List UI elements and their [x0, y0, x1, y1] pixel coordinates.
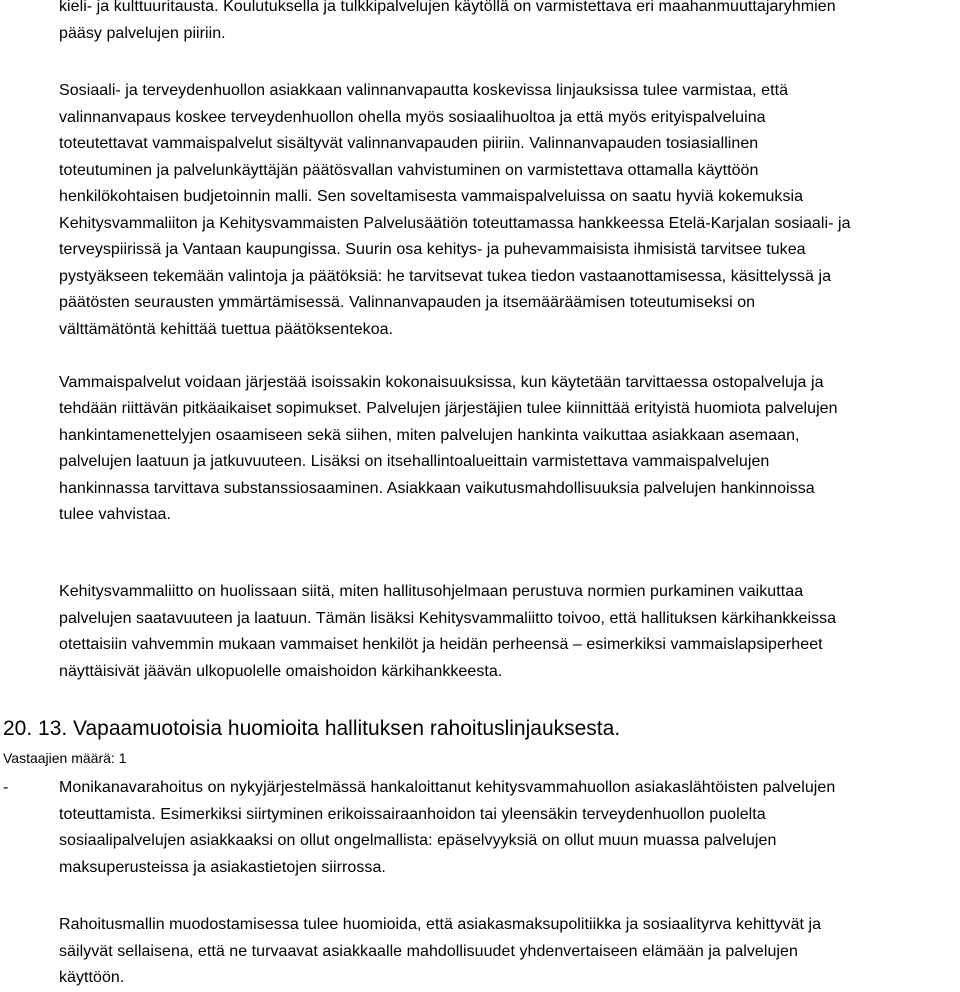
responders-count: Vastaajien määrä: 1 [3, 750, 127, 766]
bullet-marker: - [3, 779, 9, 796]
paragraph-kehitysvammaliitto: Kehitysvammaliitto on huolissaan siitä, miten hallitusohjelmaan perustuva normien purkaminen vaikuttaa palvelujen saatavuuteen ja laatuun. Tämän lisäksi Kehitysvammaliitto toivoo, että hallituksen kärkihankkeissa otettaisiin vahvemmin mukaan vammaiset henkilöt ja heidän perheensä – esimerkiksi vammaislapsiperheet näyttäisivät jäävän ulkopuolelle omaishoidon kärkihankkeesta. [59, 583, 837, 680]
bullet-paragraph: Monikanavarahoitus on nykyjärjestelmässä hankaloittanut kehitysvammahuollon asiakaslähtöisten palvelujen toteuttamista. Esimerkiksi siirtyminen erikoissairaanhoidon tai yleensäkin terveydenhuollon puolelta sosiaalipalvelujen asiakkaaksi on ollut ongelmallista: epäselvyyksiä on ollut muun muassa palvelujen maksuperusteissa ja asiakastietojen siirrossa. [59, 779, 836, 876]
paragraph-rahoitusmalli: Rahoitusmallin muodostamisessa tulee huomioida, että asiakasmaksupolitiikka ja sosiaalityrva kehittyvät ja säilyvät sellaisena, että ne turvaavat asiakkaalle mahdollisuudet yhdenvertaiseen elämään ja palvelujen käyttöön. [59, 916, 822, 986]
section-heading: 20. 13. Vapaamuotoisia huomioita hallituksen rahoituslinjauksesta. [3, 717, 621, 740]
paragraph-intro: kieli- ja kulttuuritausta. Koulutuksella ja tulkkipalvelujen käytöllä on varmistettava eri maahanmuuttajaryhmien pääsy palvelujen piiriin. [59, 0, 836, 42]
paragraph-valinnanvapaus: Sosiaali- ja terveydenhuollon asiakkaan valinnanvapautta koskevissa linjauksissa tulee varmistaa, että valinnanvapaus koskee terveydenhuollon ohella myös sosiaalihuoltoa ja että myös erityispalveluina toteutettavat vammaispalvelut sisältyvät valinnanvapauden piiriin. Valinnanvapauden tosiasiallinen toteutuminen ja palvelunkäyttäjän päätösvallan vahvistuminen on varmistettava ottamalla käyttöön henkilökohtaisen budjetoinnin malli. Sen soveltamisesta vammaispalveluissa on saatu hyviä kokemuksia Kehitysvammaliiton ja Kehitysvammaisten Palvelusäätiön toteuttamassa hankkeessa Etelä-Karjalan sosiaali- ja terveyspiirissä ja Vantaan kaupungissa. Suurin osa kehitys- ja puhevammaisista ihmisistä tarvitsee tukea pystyäkseen tekemään valintoja ja päätöksiä: he tarvitsevat tukea tiedon vastaanottamisessa, käsittelyssä ja päätösten seurausten ymmärtämisessä. Valinnanvapauden ja itsemääräämisen toteutumiseksi on välttämätöntä kehittää tuettua päätöksentekoa. Vammaispalvelut voidaan järjestää isoissakin kokonaisuuksissa, kun käytetään tarvittaessa ostopalveluja ja tehdään riittävän pitkäaikaiset sopimukset. Palvelujen järjestäjien tulee kiinnittää erityistä huomiota palvelujen hankintamenettelyjen osaamiseen sekä siihen, miten palvelujen hankinta vaikuttaa asiakkaan asemaan, palvelujen laatuun ja jatkuvuuteen. Lisäksi on itsehallintoalueittain varmistettava vammaispalvelujen hankinnassa tarvittava substanssiosaaminen. Asiakkaan vaikutusmahdollisuuksia palvelujen hankinnoissa tulee vahvistaa. [59, 82, 851, 523]
